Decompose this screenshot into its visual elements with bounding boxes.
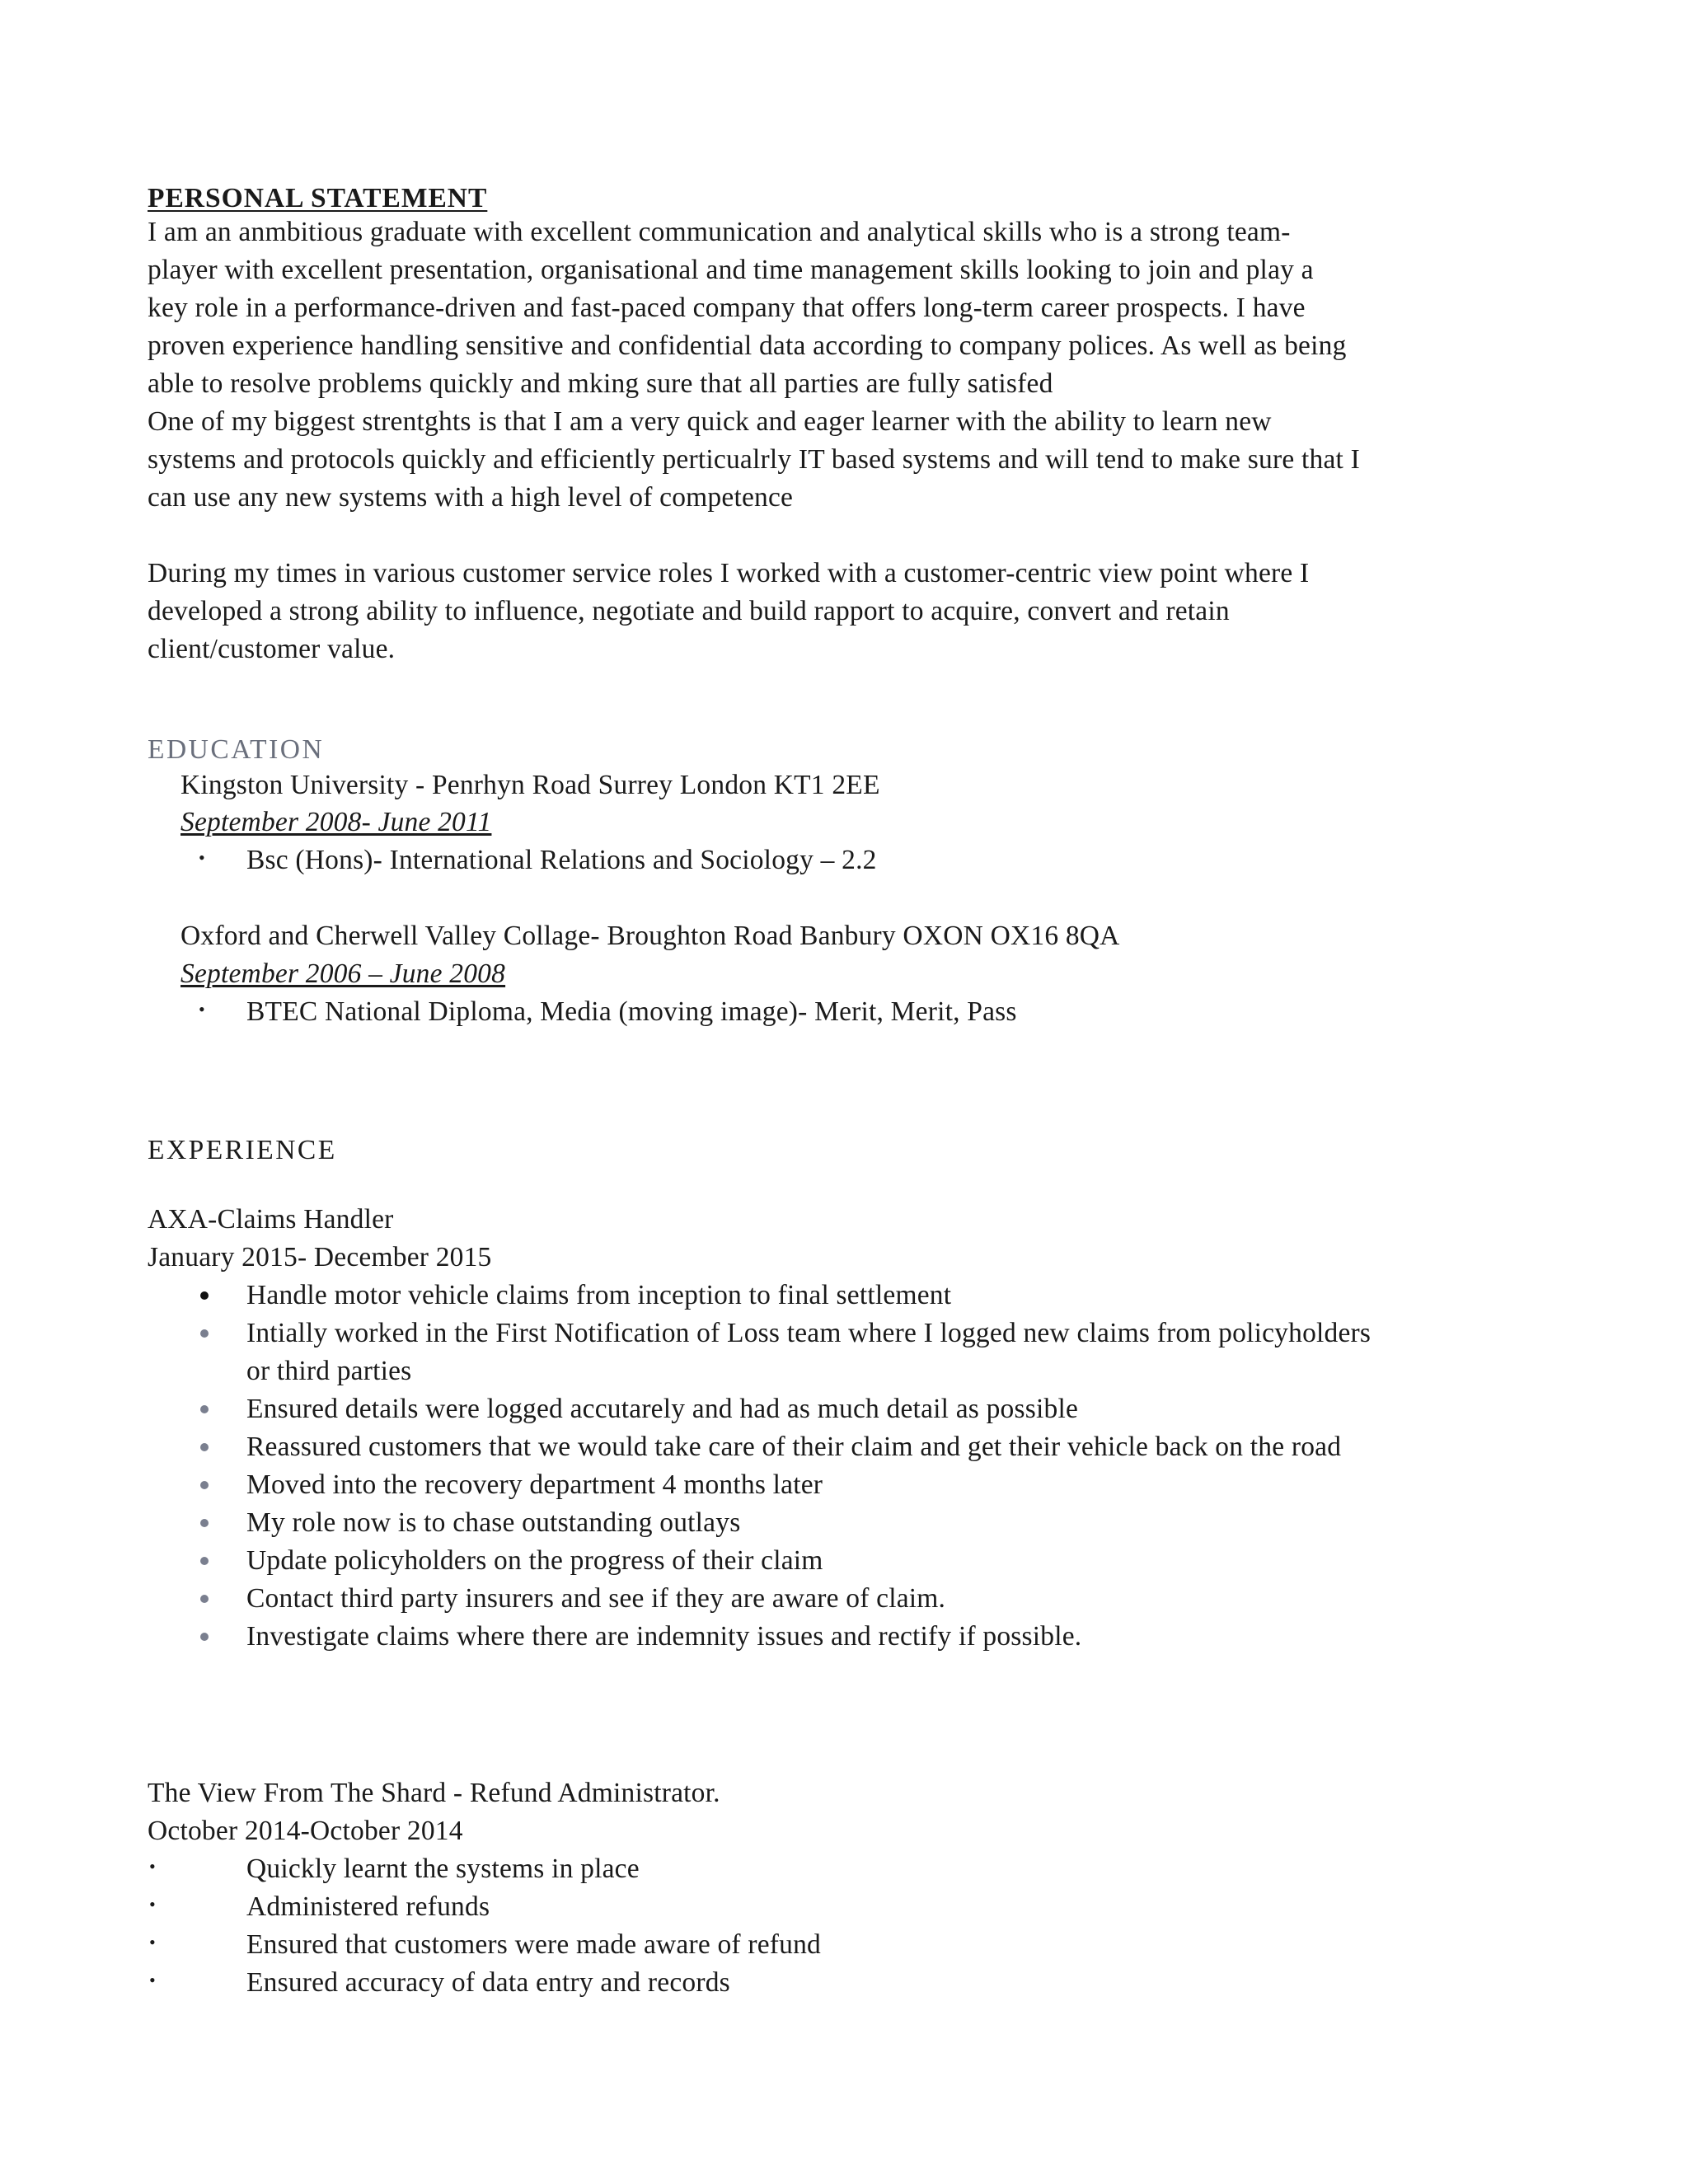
job-bullet-continued: or third parties (246, 1356, 412, 1386)
job-bullet: Reassured customers that we would take care of their claim and get their vehicle back on the road (246, 1432, 1342, 1462)
job-dates: January 2015- December 2015 (148, 1242, 492, 1272)
job-bullet: Investigate claims where there are indemnity issues and rectify if possible. (246, 1621, 1082, 1652)
job-bullet: Update policyholders on the progress of their claim (246, 1545, 823, 1576)
education-heading: EDUCATION (148, 734, 325, 765)
job-bullet: Contact third party insurers and see if they are aware of claim. (246, 1583, 946, 1614)
experience-heading: EXPERIENCE (148, 1135, 337, 1165)
bullet-icon: • (199, 999, 205, 1019)
education-dates: September 2008- June 2011 (181, 807, 492, 837)
job-bullet: Ensured details were logged accutarely and had as much detail as possible (246, 1394, 1079, 1424)
statement-line: I am an anmbitious graduate with excellent communication and analytical skills who is a strong team- (148, 217, 1291, 247)
statement-line: One of my biggest strentghts is that I am a very quick and eager learner with the ability to learn new (148, 406, 1272, 437)
bullet-dot-icon (200, 1519, 209, 1527)
job-bullet: Moved into the recovery department 4 months later (246, 1469, 823, 1500)
job-title: AXA-Claims Handler (148, 1204, 394, 1235)
statement-line: client/customer value. (148, 634, 396, 664)
job-bullet: Ensured that customers were made aware of refund (246, 1929, 821, 1960)
statement-line: able to resolve problems quickly and mking sure that all parties are fully satisfed (148, 368, 1053, 399)
bullet-dot-icon (200, 1595, 209, 1603)
job-bullet: Quickly learnt the systems in place (246, 1854, 640, 1884)
statement-line: player with excellent presentation, organisational and time management skills looking to join and play a (148, 255, 1314, 285)
bullet-dot-icon (200, 1329, 209, 1338)
bullet-icon: • (149, 1932, 156, 1952)
bullet-dot-icon (200, 1633, 209, 1641)
bullet-icon: • (199, 847, 205, 868)
bullet-dot-icon (200, 1557, 209, 1565)
education-item: BTEC National Diploma, Media (moving image)- Merit, Merit, Pass (246, 996, 1017, 1027)
education-institution: Oxford and Cherwell Valley Collage- Broughton Road Banbury OXON OX16 8QA (181, 921, 1120, 951)
education-institution: Kingston University - Penrhyn Road Surrey London KT1 2EE (181, 770, 880, 800)
statement-line: can use any new systems with a high level of competence (148, 482, 794, 513)
job-bullet: Handle motor vehicle claims from inception to final settlement (246, 1280, 952, 1310)
job-bullet: Intially worked in the First Notification of Loss team where I logged new claims from policyholders (246, 1318, 1372, 1348)
job-title: The View From The Shard - Refund Administrator. (148, 1778, 720, 1808)
statement-line: systems and protocols quickly and efficiently perticualrly IT based systems and will tend to make sure that I (148, 444, 1360, 475)
job-bullet: Administered refunds (246, 1891, 490, 1922)
bullet-icon: • (149, 1856, 156, 1877)
bullet-icon: • (149, 1970, 156, 1990)
bullet-dot-icon (200, 1291, 209, 1300)
statement-line: During my times in various customer service roles I worked with a customer-centric view point where I (148, 558, 1310, 588)
job-bullet: My role now is to chase outstanding outlays (246, 1507, 741, 1538)
education-dates: September 2006 – June 2008 (181, 958, 506, 989)
personal-statement-heading: PERSONAL STATEMENT (148, 183, 488, 213)
statement-line: proven experience handling sensitive and confidential data according to company polices. As well as being (148, 330, 1347, 361)
job-dates: October 2014-October 2014 (148, 1816, 463, 1846)
bullet-icon: • (149, 1894, 156, 1915)
bullet-dot-icon (200, 1481, 209, 1489)
statement-line: developed a strong ability to influence, negotiate and build rapport to acquire, convert and retain (148, 596, 1230, 626)
bullet-dot-icon (200, 1443, 209, 1451)
bullet-dot-icon (200, 1405, 209, 1413)
education-item: Bsc (Hons)- International Relations and Sociology – 2.2 (246, 845, 877, 875)
job-bullet: Ensured accuracy of data entry and records (246, 1967, 730, 1998)
statement-line: key role in a performance-driven and fast-paced company that offers long-term career prospects. I have (148, 293, 1306, 323)
